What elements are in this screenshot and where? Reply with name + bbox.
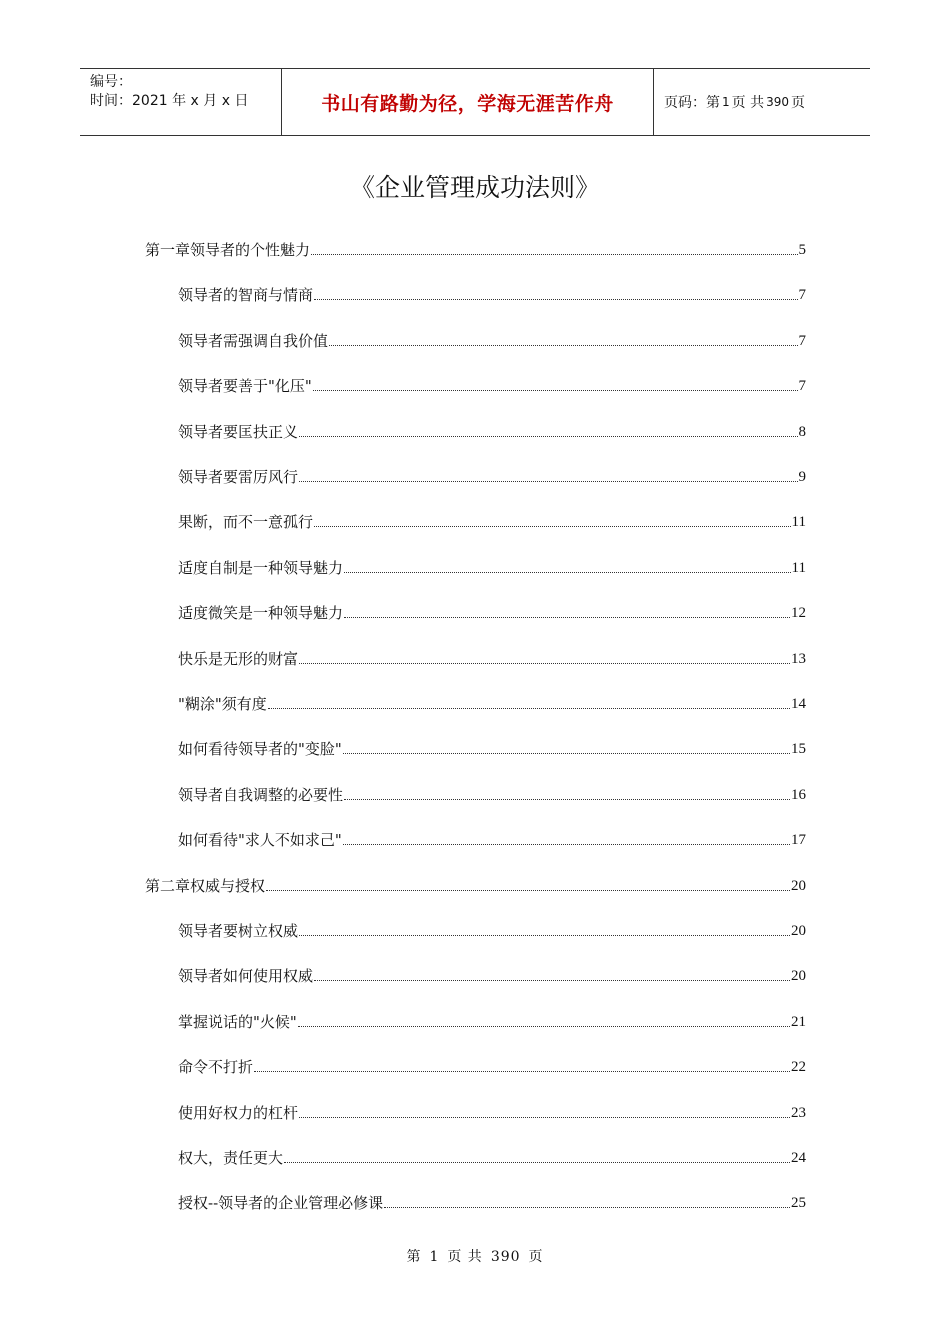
toc-dot-leader	[299, 1116, 790, 1118]
toc-page-number: 9	[798, 469, 806, 485]
toc-dot-leader	[311, 253, 797, 255]
toc-page-number: 7	[798, 332, 806, 349]
toc-page-number: 23	[791, 1104, 806, 1121]
toc-page-number: 15	[791, 741, 806, 758]
toc-page-number: 21	[791, 1013, 806, 1030]
document-number-label: 编号：	[90, 74, 132, 90]
toc-page-number: 5	[798, 242, 806, 258]
toc-page-number: 13	[791, 650, 806, 667]
toc-dot-leader	[314, 525, 791, 527]
toc-page-number: 7	[798, 378, 806, 395]
toc-entry-title: 快乐是无形的财富	[178, 649, 299, 668]
toc-entry-title: 适度微笑是一种领导魅力	[178, 604, 344, 623]
toc-dot-leader	[254, 1070, 790, 1072]
toc-entry-title: 领导者自我调整的必要性	[178, 785, 344, 804]
toc-entry-title: 掌握说话的"火候"	[178, 1012, 297, 1031]
toc-entry[interactable]	[178, 962, 806, 986]
toc-entry[interactable]	[178, 1008, 806, 1032]
toc-entry-title: 领导者如何使用权威	[178, 967, 314, 986]
toc-dot-leader	[299, 435, 797, 437]
toc-entry[interactable]	[178, 1053, 806, 1077]
toc-entry-title: 适度自制是一种领导魅力	[178, 558, 344, 577]
page-header	[80, 68, 870, 136]
header-motto: 书山有路勤为径，学海无涯苦作舟	[281, 69, 654, 135]
header-page-prefix: 页码：第	[664, 95, 720, 111]
toc-entry[interactable]	[178, 463, 806, 487]
page-footer	[0, 1246, 950, 1266]
toc-entry[interactable]	[178, 645, 806, 669]
toc-entry[interactable]	[178, 372, 806, 396]
toc-page-number: 8	[798, 423, 806, 440]
toc-entry[interactable]	[178, 599, 806, 623]
toc-page-number: 12	[791, 605, 806, 622]
footer-mid: 页 共	[447, 1249, 483, 1265]
toc-entry-title: 领导者要树立权威	[178, 922, 299, 940]
toc-page-number: 22	[791, 1059, 806, 1076]
toc-entry[interactable]	[178, 418, 806, 442]
toc-page-number: 7	[798, 287, 806, 304]
toc-page-number: 20	[791, 968, 806, 985]
toc-entry-title: 领导者要雷厉风行	[178, 468, 299, 486]
toc-entry-title: 如何看待领导者的"变脸"	[178, 740, 342, 759]
toc-dot-leader	[299, 480, 797, 482]
toc-entry-title: 如何看待"求人不如求己"	[178, 831, 342, 850]
toc-entry-title: 领导者要匡扶正义	[178, 422, 299, 441]
toc-page-number: 20	[791, 923, 806, 939]
toc-dot-leader	[298, 1025, 790, 1027]
toc-dot-leader	[384, 1206, 790, 1208]
toc-page-number: 17	[791, 832, 806, 849]
toc-entry[interactable]	[145, 236, 806, 260]
footer-suffix: 页	[528, 1249, 544, 1265]
toc-dot-leader	[344, 616, 790, 618]
toc-dot-leader	[299, 662, 790, 664]
header-page-indicator	[654, 69, 870, 135]
toc-entry[interactable]	[178, 281, 806, 305]
toc-entry[interactable]	[178, 508, 806, 532]
toc-dot-leader	[313, 389, 798, 391]
header-page-total: 390	[766, 95, 789, 109]
toc-page-number: 16	[791, 786, 806, 803]
toc-page-number: 11	[791, 514, 806, 531]
toc-page-number: 25	[791, 1195, 806, 1212]
toc-dot-leader	[268, 707, 790, 709]
header-page-number: 1	[722, 95, 730, 109]
toc-dot-leader	[344, 798, 790, 800]
toc-entry[interactable]	[178, 690, 806, 714]
toc-entry[interactable]	[178, 826, 806, 850]
header-page-suffix: 页	[791, 95, 805, 111]
toc-entry-title: 领导者需强调自我价值	[178, 331, 329, 350]
toc-entry-title: 命令不打折	[178, 1058, 254, 1077]
toc-entry-title: 果断，而不一意孤行	[178, 513, 314, 532]
footer-page-number: 1	[429, 1249, 440, 1265]
toc-entry[interactable]	[178, 917, 806, 941]
footer-prefix: 第	[406, 1249, 422, 1265]
toc-entry-title: "糊涂"须有度	[178, 695, 267, 713]
toc-entry-title: 使用好权力的杠杆	[178, 1103, 299, 1122]
header-page-mid: 页 共	[731, 95, 765, 111]
toc-entry[interactable]	[178, 327, 806, 351]
document-time-label: 时间：2021 年 x 月 x 日	[90, 93, 249, 109]
toc-entry-title: 领导者要善于"化压"	[178, 377, 312, 396]
toc-entry[interactable]	[145, 872, 806, 896]
toc-entry-title: 授权--领导者的企业管理必修课	[178, 1194, 384, 1213]
toc-entry-title: 第二章权威与授权	[145, 876, 266, 895]
toc-dot-leader	[314, 979, 790, 981]
toc-entry[interactable]	[178, 1144, 806, 1168]
toc-entry-title: 权大，责任更大	[178, 1149, 284, 1167]
toc-entry[interactable]	[178, 735, 806, 759]
header-meta	[80, 69, 281, 135]
toc-dot-leader	[329, 344, 797, 346]
toc-page-number: 14	[791, 696, 806, 712]
toc-entry-title: 领导者的智商与情商	[178, 286, 314, 305]
toc-dot-leader	[343, 843, 790, 845]
toc-dot-leader	[343, 752, 790, 754]
toc-page-number: 24	[791, 1150, 806, 1166]
toc-entry[interactable]	[178, 781, 806, 805]
toc-entry[interactable]	[178, 1189, 806, 1213]
toc-page-number: 11	[791, 559, 806, 576]
toc-entry-title: 第一章领导者的个性魅力	[145, 241, 311, 259]
toc-dot-leader	[266, 889, 790, 891]
toc-entry[interactable]	[178, 554, 806, 578]
document-title: 《企业管理成功法则》	[349, 173, 600, 202]
toc-page-number: 20	[791, 877, 806, 894]
footer-page-total: 390	[490, 1249, 521, 1265]
toc-dot-leader	[344, 571, 791, 573]
toc-dot-leader	[314, 298, 797, 300]
toc-entry[interactable]	[178, 1099, 806, 1123]
toc-dot-leader	[299, 934, 790, 936]
toc-dot-leader	[284, 1161, 790, 1163]
